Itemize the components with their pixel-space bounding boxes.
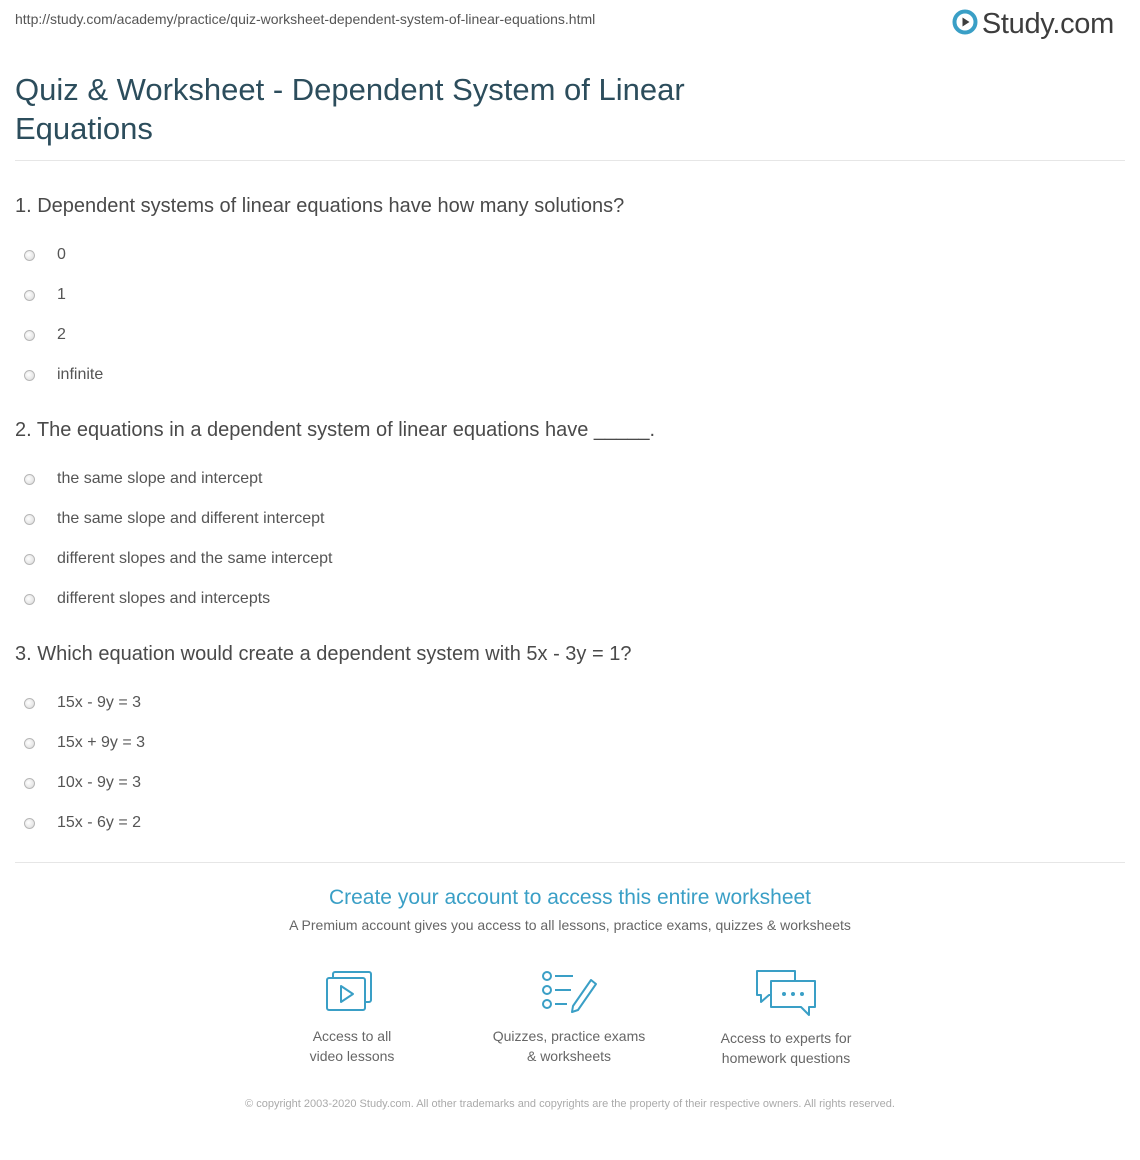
radio-button[interactable] [24, 594, 35, 605]
promo-title-link[interactable]: Create your account to access this entire worksheet [328, 886, 812, 909]
answer-text: the same slope and intercept [57, 470, 263, 487]
feature-quizzes [469, 968, 669, 1066]
feature-label-line2: homework questions [721, 1050, 851, 1066]
radio-button[interactable] [24, 474, 35, 485]
radio-button[interactable] [24, 370, 35, 381]
radio-button[interactable] [24, 698, 35, 709]
feature-label-line1: Access to all [312, 1028, 392, 1044]
study-logo[interactable] [952, 8, 1114, 41]
answer-option[interactable] [15, 315, 1115, 355]
feature-label-line1: Quizzes, practice exams [492, 1028, 646, 1044]
logo-text: Study.com [981, 8, 1114, 40]
promo-subtitle: A Premium account gives you access to all lessons, practice exams, quizzes & worksheets [289, 917, 851, 933]
video-lessons-icon [252, 968, 452, 1016]
answer-option[interactable] [15, 539, 1115, 579]
radio-button[interactable] [24, 250, 35, 261]
question-1 [15, 194, 1115, 395]
answer-option[interactable] [15, 683, 1115, 723]
play-circle-icon [952, 9, 978, 40]
answer-text: different slopes and intercepts [57, 590, 271, 607]
page-title: Quiz & Worksheet - Dependent System of Linear Equations [15, 72, 685, 146]
title-divider [15, 160, 1125, 161]
chat-bubbles-icon [686, 968, 886, 1018]
feature-experts [686, 968, 886, 1068]
radio-button[interactable] [24, 514, 35, 525]
answer-text: 2 [57, 326, 66, 343]
answer-option[interactable] [15, 459, 1115, 499]
page-url: http://study.com/academy/practice/quiz-worksheet-dependent-system-of-linear-equations.html [15, 11, 596, 27]
question-text: 3. Which equation would create a dependent system with 5x - 3y = 1? [15, 643, 632, 665]
answer-text: 15x - 9y = 3 [57, 694, 142, 711]
answer-text: 0 [57, 246, 66, 263]
answer-text: the same slope and different intercept [57, 510, 325, 527]
answer-option[interactable] [15, 763, 1115, 803]
feature-label-line2: & worksheets [526, 1048, 612, 1064]
answer-text: 1 [57, 286, 66, 303]
feature-video-lessons [252, 968, 452, 1066]
radio-button[interactable] [24, 778, 35, 789]
answer-text: 15x - 6y = 2 [57, 814, 142, 831]
answer-text: infinite [57, 366, 104, 383]
copyright-notice: © copyright 2003-2020 Study.com. All other trademarks and copyrights are the property of their respective owners. All rights reserved. [245, 1098, 895, 1110]
feature-label-line2: video lessons [309, 1048, 395, 1064]
question-text: 2. The equations in a dependent system of linear equations have _____. [15, 419, 656, 441]
answer-text: 15x + 9y = 3 [57, 734, 146, 751]
question-text: 1. Dependent systems of linear equations have how many solutions? [15, 195, 625, 217]
radio-button[interactable] [24, 554, 35, 565]
answer-option[interactable] [15, 235, 1115, 275]
quiz-checklist-icon [469, 968, 669, 1016]
answer-text: 10x - 9y = 3 [57, 774, 142, 791]
radio-button[interactable] [24, 290, 35, 301]
question-2 [15, 418, 1115, 619]
radio-button[interactable] [24, 738, 35, 749]
feature-label-line1: Access to experts for [720, 1030, 852, 1046]
answer-option[interactable] [15, 499, 1115, 539]
question-3 [15, 642, 1115, 843]
answer-text: different slopes and the same intercept [57, 550, 333, 567]
radio-button[interactable] [24, 818, 35, 829]
answer-option[interactable] [15, 579, 1115, 619]
answer-option[interactable] [15, 275, 1115, 315]
questions-divider [15, 862, 1125, 863]
answer-option[interactable] [15, 723, 1115, 763]
answer-option[interactable] [15, 355, 1115, 395]
radio-button[interactable] [24, 330, 35, 341]
answer-option[interactable] [15, 803, 1115, 843]
